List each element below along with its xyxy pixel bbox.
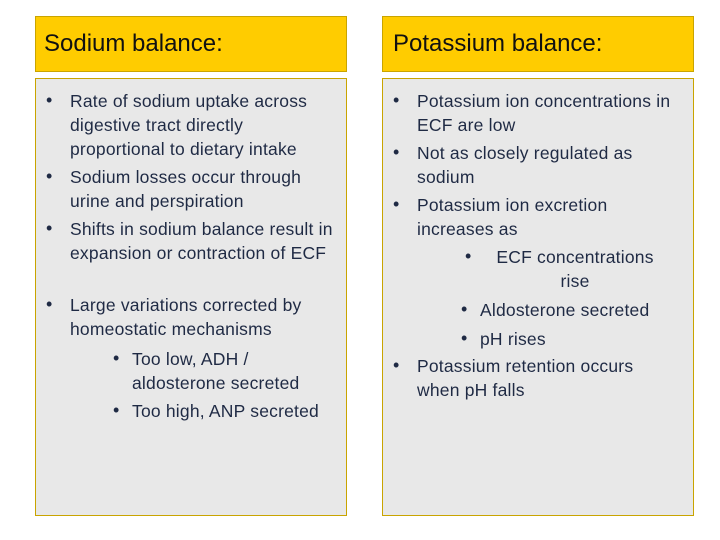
bullet-text: Potassium retention occurs when pH falls — [417, 356, 634, 400]
bullet-icon: • — [113, 400, 120, 420]
bullet-icon: • — [393, 194, 400, 214]
potassium-balance-header — [382, 16, 694, 72]
bullet-text: Not as closely regulated as sodium — [417, 143, 633, 187]
bullet-icon: • — [393, 355, 400, 375]
sodium-balance-title: Sodium balance: — [44, 30, 223, 57]
sodium-balance-panel — [35, 78, 347, 516]
potassium-sub-bullet-3 — [461, 327, 680, 351]
bullet-icon: • — [461, 328, 468, 348]
sodium-bullet-1 — [46, 89, 342, 161]
bullet-text: Rate of sodium uptake across digestive tract directly proportional to dietary intake — [70, 91, 308, 159]
potassium-bullet-4 — [393, 354, 677, 402]
potassium-sub-bullet-1 — [465, 245, 670, 293]
potassium-balance-title: Potassium balance: — [393, 30, 603, 57]
bullet-icon: • — [113, 348, 120, 368]
potassium-sub-bullet-2 — [461, 298, 680, 322]
bullet-text: ECF concentrations rise — [496, 247, 654, 291]
potassium-bullet-3 — [393, 193, 647, 241]
bullet-icon: • — [393, 142, 400, 162]
sodium-bullet-2 — [46, 165, 342, 213]
sodium-bullet-3 — [46, 217, 342, 265]
bullet-text: Large variations corrected by homeostatic mechanisms — [70, 295, 302, 339]
sodium-sub-bullet-1 — [113, 347, 332, 395]
bullet-text: Shifts in sodium balance result in expansion or contraction of ECF — [70, 219, 333, 263]
potassium-balance-panel — [382, 78, 694, 516]
bullet-text: Sodium losses occur through urine and perspiration — [70, 167, 302, 211]
potassium-bullet-1 — [393, 89, 689, 137]
bullet-icon: • — [465, 246, 472, 266]
bullet-text: Too high, ANP secreted — [132, 401, 319, 421]
potassium-bullet-2 — [393, 141, 689, 189]
bullet-icon: • — [461, 299, 468, 319]
sodium-balance-header — [35, 16, 347, 72]
bullet-text: Aldosterone secreted — [480, 300, 650, 320]
bullet-icon: • — [46, 218, 53, 238]
bullet-text: pH rises — [480, 329, 546, 349]
bullet-icon: • — [46, 166, 53, 186]
bullet-icon: • — [393, 90, 400, 110]
bullet-text: Potassium ion concentrations in ECF are low — [417, 91, 671, 135]
bullet-icon: • — [46, 294, 53, 314]
bullet-text: Too low, ADH / aldosterone secreted — [132, 349, 300, 393]
sodium-sub-bullet-2 — [113, 399, 332, 423]
sodium-bullet-4 — [46, 293, 342, 341]
bullet-text: Potassium ion excretion increases as — [417, 195, 608, 239]
bullet-icon: • — [46, 90, 53, 110]
